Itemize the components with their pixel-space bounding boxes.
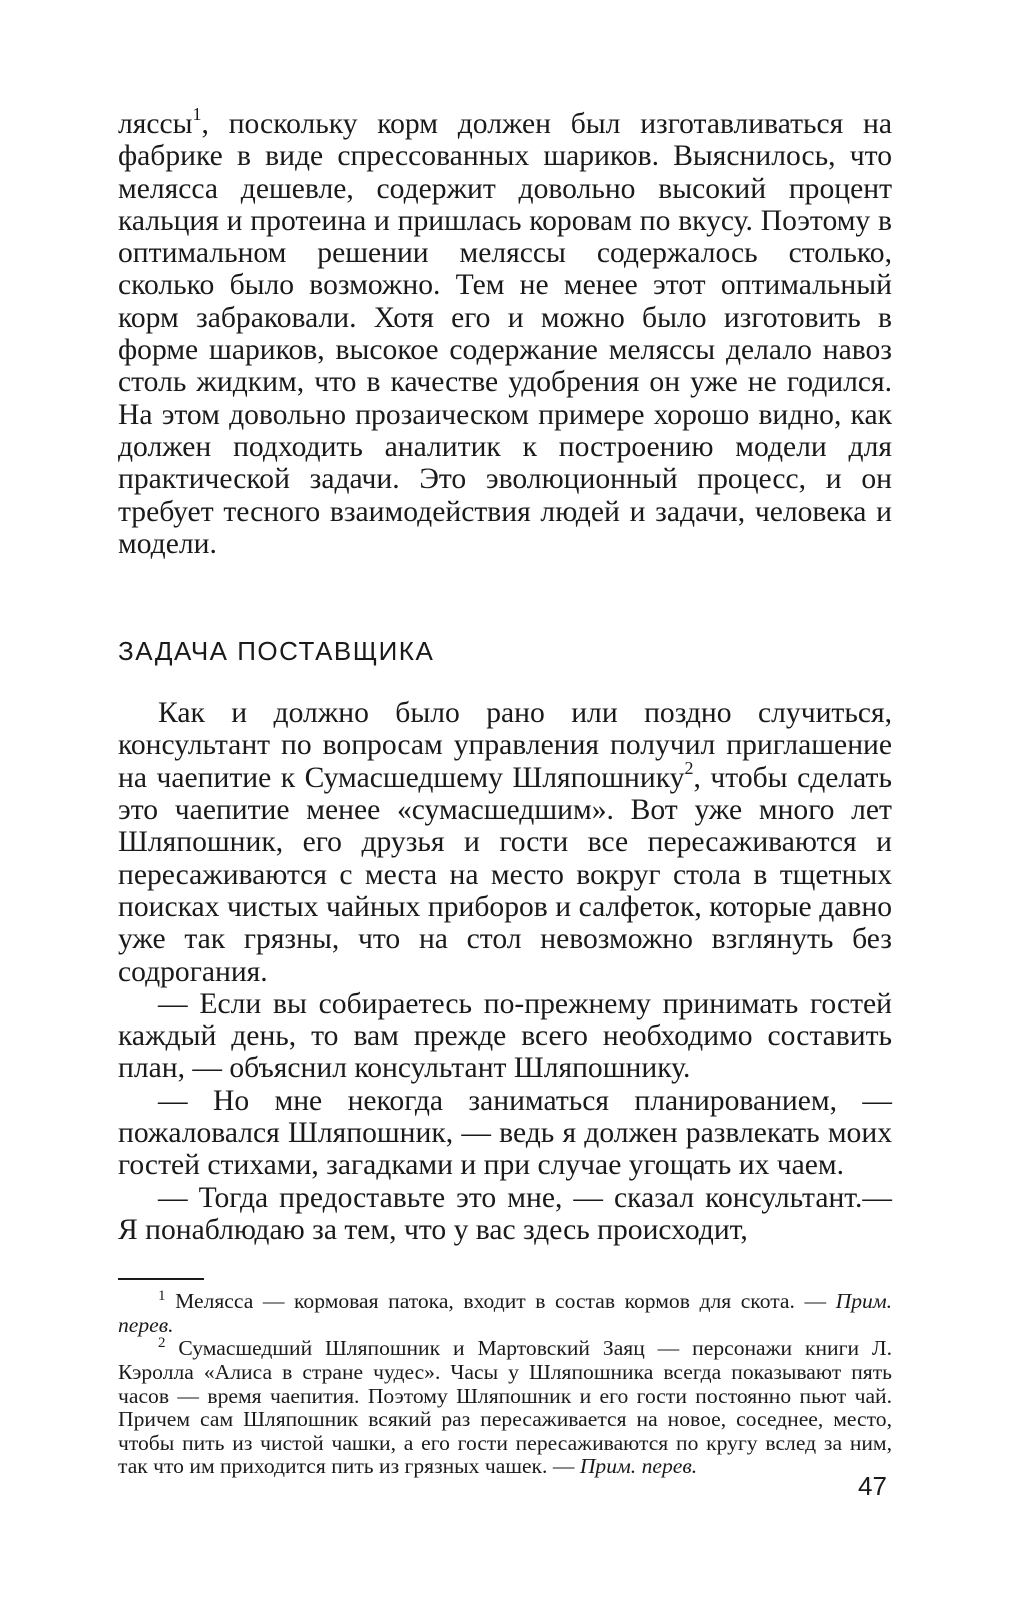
dialogue-line-2: — Но мне некогда заниматься планированием, — пожаловался Шляпошник, — ведь я должен развлекать моих гостей стихами, загадками и при случае угощать их чаем. [118,1084,892,1182]
footnote-1-note: Прим. перев. [118,1289,893,1337]
footnote-ref-1: 1 [192,104,202,125]
footnote-2-text: Сумасшедший Шляпошник и Мартовский Заяц — персонажи книги Л. Кэролла «Алиса в стране чудес». Часы у Шляпошника всегда показывают пять часов — время чаепития. Поэтому Шляпошник и его гости постоянно пьют чай. Причем сам Шляпошник всякий раз пересаживается на новое, соседнее, место, чтобы пить из чистой чашки, а его гости пересаживаются по кругу вслед за ним, так что им приходится пить из грязных чашек. — [118,1336,892,1479]
dialogue-line-3: — Тогда предоставьте это мне, — сказал консультант.— Я понаблюдаю за тем, что у вас здесь происходит, [118,1181,892,1246]
section-heading: ЗАДАЧА ПОСТАВЩИКА [118,636,435,667]
footnote-2-note: Прим. перев. [579,1454,698,1479]
footnote-2 [118,1337,892,1479]
paragraph-intro [118,697,892,988]
dialogue-line-1: — Если вы собираетесь по-прежнему принимать гостей каждый день, то вам прежде всего необходимо составить план, — объяснил консультант Шляпошнику. [118,987,892,1085]
paragraph-text-rest: , поскольку корм должен был изготавливаться на фабрике в виде спрессованных шариков. Выяснилось, что мелясса дешевле, содержит довольно высокий процент кальция и протеина и пришлась коровам по вкусу. Поэтому в оптимальном решении меляссы содержалось столько, сколько было возможно. Тем не менее этот оптимальный корм забраковали. Хотя его и можно было изготовить в форме шариков, высокое содержание меляссы делало навоз столь жидким, что в качестве удобрения он уже не годился. На этом довольно прозаическом примере хорошо видно, как должен подходить аналитик к построению модели для практической задачи. Это эволюционный процесс, и он требует тесного взаимодействия людей и задачи, человека и модели. [118,108,892,560]
footnote-divider [118,1278,204,1280]
page-number: 47 [858,1471,887,1501]
footnote-1-text: Мелясса — кормовая патока, входит в состав кормов для скота. — [175,1289,836,1314]
footnote-2-mark: 2 [158,1335,166,1352]
footnote-ref-2: 2 [684,757,694,778]
paragraph-text-rest: , чтобы сделать это чаепитие менее «сумасшедшим». Вот уже много лет Шляпошник, его друзья и гости все пересаживаются и пересаживаются с места на место вокруг стола в тщетных поисках чистых чайных приборов и салфеток, которые давно уже так грязны, что на стол невозможно взглянуть без содрогания. [118,761,892,988]
paragraph-continuation [118,104,892,560]
footnote-1 [118,1290,892,1337]
footnote-1-mark: 1 [158,1288,166,1305]
paragraph-text-start: Как и должно было рано или поздно случиться, консультант по вопросам управления получил приглашение на чаепитие к Сумасшедшему Шляпошнику [118,697,892,794]
paragraph-text-start: ляссы [118,108,193,140]
book-page [118,104,893,1479]
